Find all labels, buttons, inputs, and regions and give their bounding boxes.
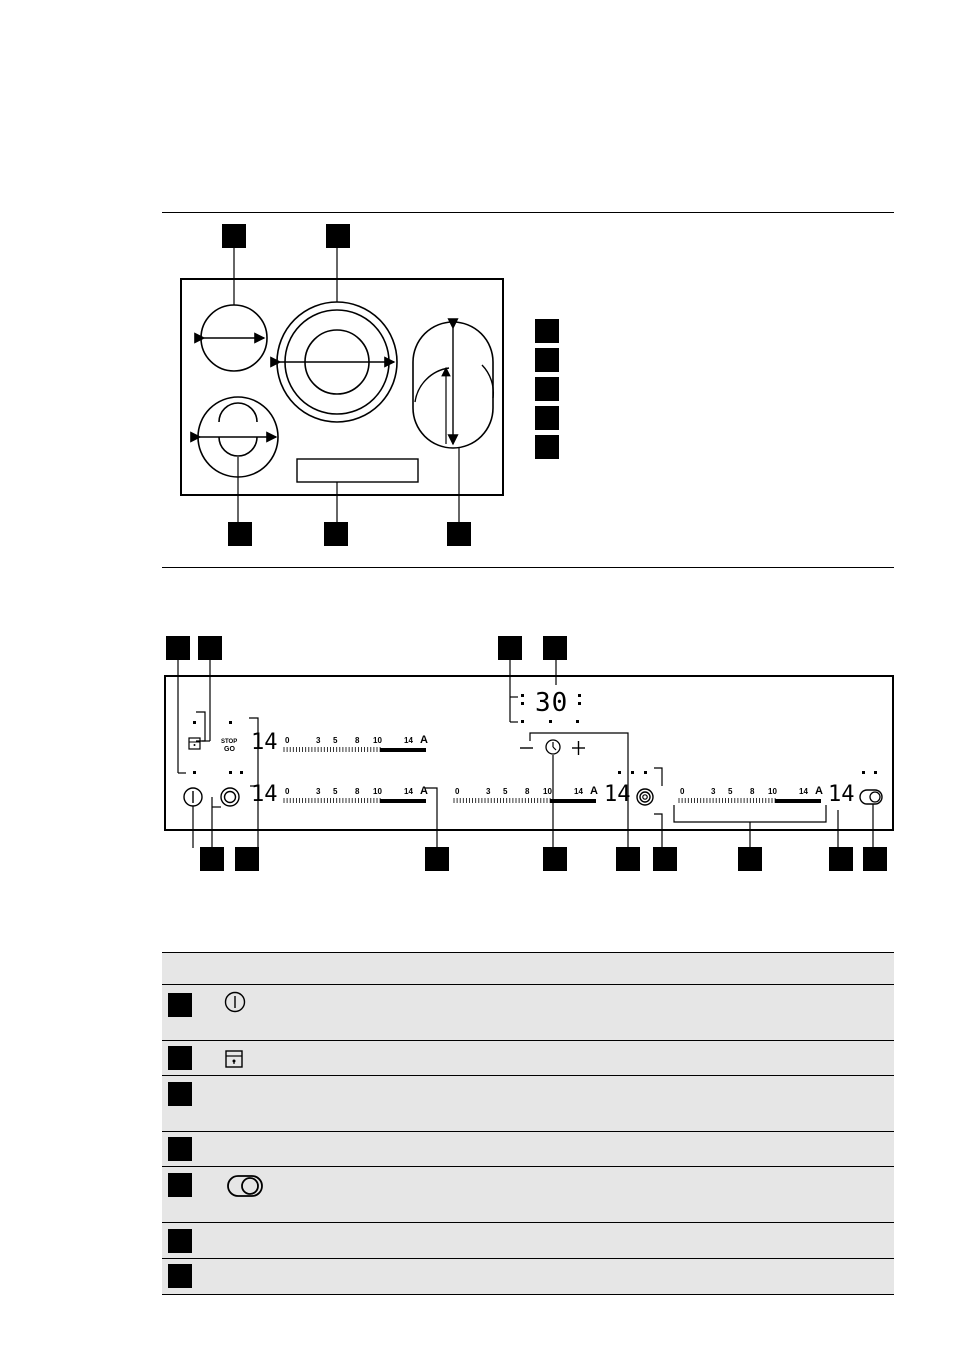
slider-ticks xyxy=(282,784,432,808)
slider-label: 3 xyxy=(316,736,321,745)
table-row xyxy=(162,1132,894,1167)
panel-tag-13 xyxy=(863,847,887,871)
power-icon xyxy=(224,991,246,1018)
slider-label: A xyxy=(420,734,428,746)
slider-label: 10 xyxy=(543,787,552,796)
panel-tag-8 xyxy=(543,847,567,871)
panel-tag-9 xyxy=(616,847,640,871)
slider-max-bar xyxy=(775,799,821,803)
panel-tag-4 xyxy=(543,636,567,660)
slider-label: 3 xyxy=(486,787,491,796)
slider-label: 10 xyxy=(373,787,382,796)
legend-tag-5 xyxy=(535,435,559,459)
slider-max-bar xyxy=(550,799,596,803)
slider-label: 14 xyxy=(799,787,808,796)
hob-drawing xyxy=(0,0,954,560)
panel-tag-2 xyxy=(198,636,222,660)
table-header xyxy=(162,952,894,985)
slider-label: 0 xyxy=(455,787,460,796)
slider-label: 0 xyxy=(285,736,290,745)
slider-label: 14 xyxy=(404,736,413,745)
slider-label: 10 xyxy=(373,736,382,745)
slider-ticks xyxy=(452,784,602,808)
row-number xyxy=(168,1173,192,1197)
slider-label: 8 xyxy=(750,787,755,796)
control-panel-diagram xyxy=(0,600,954,900)
slider-scale-4[interactable] xyxy=(677,784,827,813)
slider-max-bar xyxy=(380,748,426,752)
table-row xyxy=(162,985,894,1041)
table-row xyxy=(162,1223,894,1259)
panel-bridge-icon xyxy=(860,790,882,804)
slider-max-bar xyxy=(380,799,426,803)
slider-label: 8 xyxy=(355,736,360,745)
slider-label: 0 xyxy=(680,787,685,796)
hob-tag-4 xyxy=(324,522,348,546)
lock-icon xyxy=(224,1049,244,1074)
hob-diagram xyxy=(0,0,954,560)
slider-label: 3 xyxy=(316,787,321,796)
slider-label: A xyxy=(815,785,823,797)
panel-tag-12 xyxy=(829,847,853,871)
hob-tag-2 xyxy=(326,224,350,248)
panel-tag-11 xyxy=(738,847,762,871)
legend-tag-2 xyxy=(535,348,559,372)
panel-tag-1 xyxy=(166,636,190,660)
level-display-middle: 14 xyxy=(604,782,631,807)
slider-scale-2[interactable] xyxy=(282,784,432,813)
panel-tag-7 xyxy=(425,847,449,871)
timer-display: 30 xyxy=(535,688,569,718)
function-table xyxy=(162,952,894,1295)
level-display-bottom-left: 14 xyxy=(251,782,278,807)
panel-tag-5 xyxy=(200,847,224,871)
panel-zone-icon-left xyxy=(221,788,239,806)
table-row xyxy=(162,1167,894,1223)
slider-scale-3[interactable] xyxy=(452,784,602,813)
slider-ticks xyxy=(677,784,827,808)
slider-label: 0 xyxy=(285,787,290,796)
stop-label: STOP xyxy=(221,739,238,745)
slider-label: 10 xyxy=(768,787,777,796)
go-label: GO xyxy=(224,746,235,753)
row-number xyxy=(168,993,192,1017)
panel-tag-3 xyxy=(498,636,522,660)
slider-label: 8 xyxy=(525,787,530,796)
row-number xyxy=(168,1046,192,1070)
panel-tag-6 xyxy=(235,847,259,871)
hob-tag-5 xyxy=(447,522,471,546)
level-display-right: 14 xyxy=(828,782,855,807)
slider-label: 14 xyxy=(404,787,413,796)
hob-tag-3 xyxy=(228,522,252,546)
slider-label: 5 xyxy=(728,787,733,796)
slider-ticks xyxy=(282,733,432,757)
slider-label: 8 xyxy=(355,787,360,796)
hob-outline xyxy=(181,279,503,495)
slider-scale-1[interactable] xyxy=(282,733,432,762)
table-row xyxy=(162,1041,894,1076)
slider-label: 5 xyxy=(503,787,508,796)
row-number xyxy=(168,1082,192,1106)
legend-tag-4 xyxy=(535,406,559,430)
slider-label: 3 xyxy=(711,787,716,796)
row-number xyxy=(168,1229,192,1253)
table-row xyxy=(162,1259,894,1295)
row-number xyxy=(168,1137,192,1161)
slider-label: A xyxy=(590,785,598,797)
bridge-icon xyxy=(226,1174,264,1203)
slider-label: 14 xyxy=(574,787,583,796)
slider-label: 5 xyxy=(333,787,338,796)
middle-separator xyxy=(162,567,894,568)
control-panel-drawing xyxy=(0,600,954,900)
hob-control-panel xyxy=(297,459,418,482)
table-row xyxy=(162,1076,894,1132)
legend-tag-1 xyxy=(535,319,559,343)
hob-tag-1 xyxy=(222,224,246,248)
panel-lock-icon xyxy=(189,738,200,749)
legend-tag-3 xyxy=(535,377,559,401)
slider-label: A xyxy=(420,785,428,797)
row-number xyxy=(168,1264,192,1288)
level-display-top-left: 14 xyxy=(251,730,278,755)
panel-tag-10 xyxy=(653,847,677,871)
slider-label: 5 xyxy=(333,736,338,745)
